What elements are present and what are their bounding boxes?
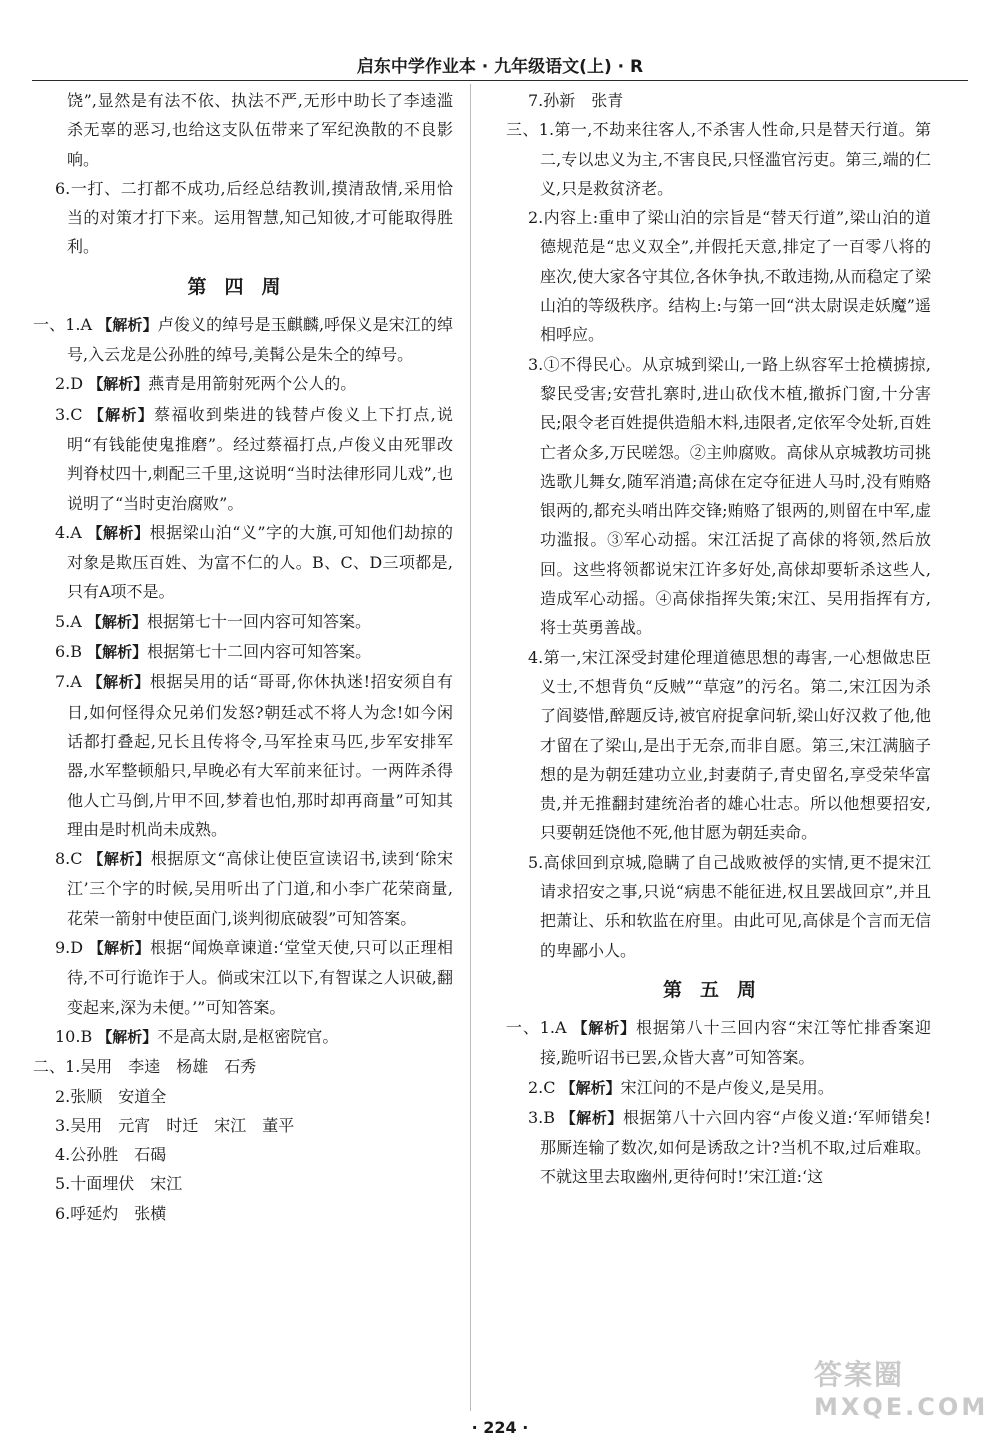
item-text: 不是高太尉,是枢密院官。 <box>157 1026 339 1046</box>
section-label: 一、 <box>33 314 66 334</box>
section-label: 二、 <box>33 1057 66 1077</box>
page-number: · 224 · <box>471 1418 529 1437</box>
answer-item-1-10 <box>33 1022 453 1052</box>
answer-item-2-6: 6.呼延灼 张横 <box>55 1203 167 1223</box>
week-4-heading: 第四周 <box>187 275 299 298</box>
analysis-tag: 【解析】 <box>560 1078 621 1097</box>
answer-item-2-2: 2.张顺 安道全 <box>55 1086 167 1106</box>
item-text: 根据吴用的话“哥哥,你休执迷!招安须自有日,如何怪得众兄弟们发怒?朝廷忒不将人为念!如今闲话都打叠起,兄长且传将令,马军拴束马匹,步军安排军器,水军整顿船只,早晚必有大军前来征讨。一两阵杀得他人亡马倒,片甲不回,梦着也怕,那时却再商量”可知其理由是时机尚未成熟。 <box>67 672 453 839</box>
answer-item-1-9 <box>33 933 453 1022</box>
analysis-tag: 【解析】 <box>88 850 151 869</box>
section-label: 一、 <box>506 1017 540 1037</box>
site-watermark-logo <box>814 1353 989 1433</box>
week-5-heading: 第五周 <box>662 978 774 1001</box>
answer-item-3-1 <box>506 115 931 203</box>
answer-item-5-2 <box>506 1073 931 1103</box>
item-number: 3.B <box>528 1107 556 1127</box>
analysis-tag: 【解析】 <box>86 612 147 631</box>
answer-item-1-6 <box>33 637 453 667</box>
item-number: 7.A <box>55 672 82 692</box>
item-text: 燕青是用箭射死两个公人的。 <box>148 374 357 394</box>
answer-item-1-8 <box>33 844 453 933</box>
item-text: 根据原文“高俅让使臣宣读诏书,读到‘除宋江’三个字的时候,吴用听出了门道,和小李广花荣商量,花荣一箭射中使臣面门,谈判彻底破裂”可知答案。 <box>67 849 453 928</box>
answer-item-3-2: 2.内容上:重申了梁山泊的宗旨是“替天行道”,梁山泊的道德规范是“忠义双全”,并假托天意,排定了一百零八将的座次,使大家各守其位,各休争执,不敢违拗,从而稳定了梁山泊的等级秩序。结构上:与第一回“洪太尉误走妖魔”遥相呼应。 <box>528 208 931 345</box>
answer-item-3-4: 4.第一,宋江深受封建伦理道德思想的毒害,一心想做忠臣义士,不想背负“反贼”“草寇”的污名。第二,宋江因为杀了阎婆惜,醉题反诗,被官府捉拿问斩,梁山好汉救了他,他才留在了梁山,是出于无奈,而非自愿。第三,宋江满脑子想的是为朝廷建功立业,封妻荫子,青史留名,享受荣华富贵,并无推翻封建统治者的雄心壮志。所以他想要招安,只要朝廷饶他不死,他甘愿为朝廷卖命。 <box>528 647 931 843</box>
answer-item-2-1 <box>33 1052 453 1081</box>
analysis-tag: 【解析】 <box>88 405 155 424</box>
answer-item-5-1 <box>506 1013 931 1073</box>
answer-item-2-4: 4.公孙胜 石碣 <box>55 1145 167 1165</box>
answer-item-3-5: 5.高俅回到京城,隐瞒了自己战败被俘的实情,更不提宋江请求招安之事,只说“病患不能征进,权且罢战回京”,并且把萧让、乐和软监在府里。由此可见,高俅是个言而无信的卑鄙小人。 <box>528 852 931 960</box>
item-text: 根据第七十一回内容可知答案。 <box>146 611 371 631</box>
watermark-top-text: 答案圈 <box>814 1358 905 1391</box>
item-text: 根据梁山泊“义”字的大旗,可知他们劫掠的对象是欺压百姓、为富不仁的人。B、C、D三项都是,只有A项不是。 <box>67 522 453 602</box>
answer-item-1-1 <box>33 310 453 370</box>
item-text: 根据“闻焕章谏道:‘堂堂天使,只可以正理相待,不可行诡诈于人。倘或宋江以下,有智谋之人识破,翻变起来,深为未便。’”可知答案。 <box>67 938 453 1017</box>
item-number: 9.D <box>55 938 84 958</box>
item-number: 1.A <box>539 1017 567 1037</box>
item-number: 4.A <box>55 522 82 542</box>
item-number: 10.B <box>55 1026 93 1046</box>
item-number: 8.C <box>55 849 83 869</box>
answer-item-2-7: 7.孙新 张青 <box>528 91 624 110</box>
item-text: 蔡福收到柴进的钱替卢俊义上下打点,说明“有钱能使鬼推磨”。经过蔡福打点,卢俊义由死罪改判脊杖四十,刺配三千里,这说明“当时法律形同儿戏”,也说明了“当时吏治腐败”。 <box>67 404 453 513</box>
item-number: 3.C <box>55 404 83 424</box>
watermark-bottom-text: MXQE.COM <box>814 1393 989 1421</box>
analysis-tag: 【解析】 <box>88 939 151 958</box>
answer-item-5-3 <box>506 1103 931 1192</box>
answer-item-1-3 <box>33 400 453 518</box>
item-text: 根据第八十六回内容“卢俊义道:‘军师错矣!那厮连输了数次,如何是诱敌之计?当机不取,过后难取。不就这里去取幽州,更待何时!’宋江道:‘这 <box>540 1107 931 1187</box>
answer-item-1-4 <box>33 518 453 607</box>
analysis-tag: 【解析】 <box>87 643 148 662</box>
analysis-tag: 【解析】 <box>97 1027 158 1046</box>
item-number: 2.D <box>55 374 84 394</box>
answer-item-6: 6.一打、二打都不成功,后经总结教训,摸清敌情,采用恰当的对策才打下来。运用智慧,知己知彼,才可能取得胜利。 <box>55 178 453 257</box>
answer-item-2-5: 5.十面埋伏 宋江 <box>55 1174 183 1194</box>
analysis-tag: 【解析】 <box>560 1108 623 1127</box>
item-text: 1.第一,不劫来往客人,不杀害人性命,只是替天行道。第二,专以忠义为主,不害良民,只怪滥官污吏。第三,端的仁义,只是救贫济老。 <box>538 120 931 198</box>
answer-item-3-3: 3.①不得民心。从京城到梁山,一路上纵容军士抢横掳掠,黎民受害;安营扎寨时,进山砍伐木植,撤拆门窗,十分害民;限令老百姓提供造船木料,违限者,定依军令处斩,百姓亡者众多,万民嗟怨。②主帅腐败。高俅从京城教坊司挑选歌儿舞女,随军消遣;高俅在定夺征进人马时,没有贿赂银两的,都充头哨出阵交锋;贿赂了银两的,则留在中军,虚功滥报。③军心动摇。宋江活捉了高俅的将领,然后放回。这些将领都说宋江许多好处,高俅却要斩杀这些人,造成军心动摇。④高俅指挥失策;宋江、吴用指挥有方,将士英勇善战。 <box>528 354 931 638</box>
analysis-tag: 【解析】 <box>87 673 150 692</box>
item-number: 1.A <box>65 314 93 334</box>
right-column <box>506 86 931 1192</box>
item-text: 卢俊义的绰号是玉麒麟,呼保义是宋江的绰号,入云龙是公孙胜的绰号,美髯公是朱仝的绰号。 <box>67 314 453 365</box>
analysis-tag: 【解析】 <box>87 523 150 542</box>
header-rule <box>32 80 968 81</box>
item-number: 6.B <box>55 642 83 662</box>
answer-item-1-2 <box>33 369 453 399</box>
paragraph-continued: 饶”,显然是有法不依、执法不严,无形中助长了李逵滥杀无辜的恶习,也给这支队伍带来了军纪涣散的不良影响。 <box>67 91 453 169</box>
analysis-tag: 【解析】 <box>572 1018 637 1037</box>
running-header: 启东中学作业本 · 九年级语文(上) · R <box>356 57 644 77</box>
item-number: 2.C <box>528 1077 556 1097</box>
analysis-tag: 【解析】 <box>88 375 149 394</box>
item-text: 1.吴用 李逵 杨雄 石秀 <box>65 1057 257 1077</box>
item-text: 根据第七十二回内容可知答案。 <box>147 642 372 662</box>
item-number: 5.A <box>55 611 82 631</box>
left-column <box>33 86 453 1228</box>
item-text: 根据第八十三回内容“宋江等忙排香案迎接,跪听诏书已罢,众皆大喜”可知答案。 <box>540 1017 931 1068</box>
section-label: 三、 <box>506 120 539 140</box>
column-divider <box>470 84 471 1411</box>
answer-item-1-7 <box>33 667 453 844</box>
analysis-tag: 【解析】 <box>97 315 158 334</box>
answer-item-1-5 <box>33 607 453 637</box>
answer-item-2-3: 3.吴用 元宵 时迁 宋江 董平 <box>55 1115 295 1135</box>
item-text: 宋江问的不是卢俊义,是吴用。 <box>620 1077 834 1097</box>
